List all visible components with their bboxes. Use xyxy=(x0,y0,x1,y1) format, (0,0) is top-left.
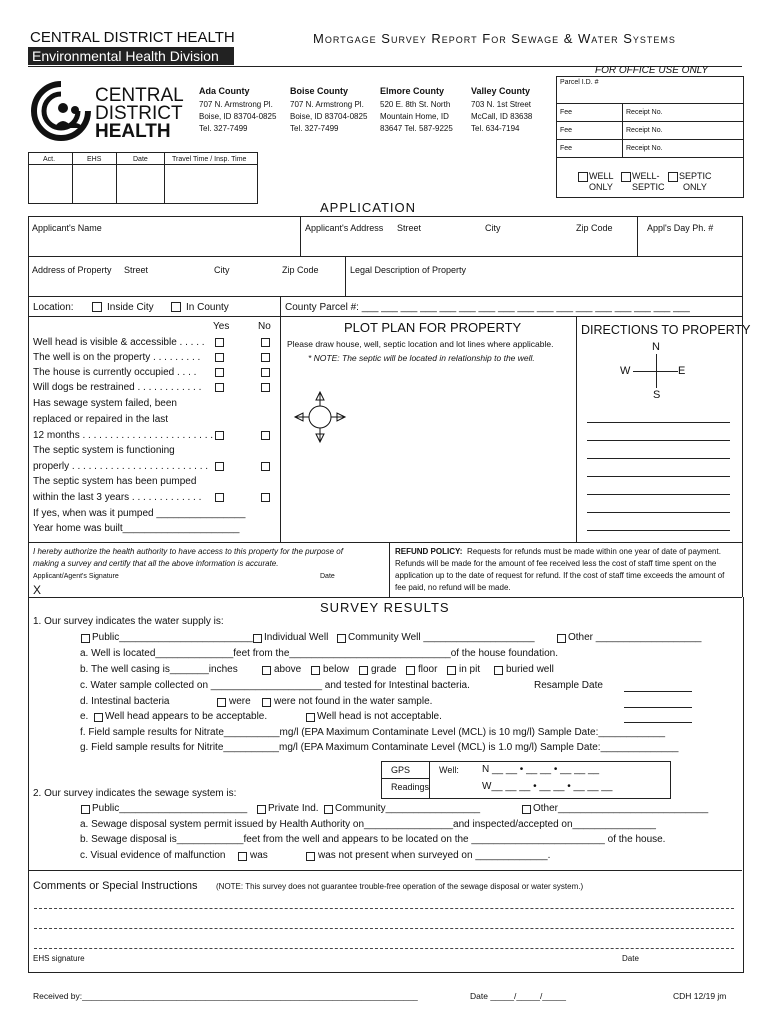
property-city-label: City xyxy=(214,265,230,275)
gps-north-field[interactable]: N __ __ • __ __ • __ __ __ xyxy=(482,764,600,775)
well-septic-checkbox[interactable] xyxy=(621,172,631,182)
signature-x-mark[interactable]: X xyxy=(33,583,42,597)
divider xyxy=(576,316,577,542)
question-well-property: The well is on the property . . . . . . . . . xyxy=(33,352,201,363)
no-checkbox[interactable] xyxy=(261,368,270,377)
office-address: 707 N. Armstrong Pl. xyxy=(290,100,364,109)
malfunction-was-label: was xyxy=(250,850,268,861)
question-pumped-2: within the last 3 years . . . . . . . . . . . . . xyxy=(33,492,202,503)
septic-only-checkbox[interactable] xyxy=(668,172,678,182)
refund-policy-label: REFUND POLICY: xyxy=(395,547,463,556)
divider xyxy=(587,458,730,459)
footer-date-field[interactable]: Date _____/_____/_____ xyxy=(470,991,566,1001)
question-functioning-1: The septic system is functioning xyxy=(33,445,175,456)
casing-grade-label: grade xyxy=(371,664,397,675)
well-only-label: WELL xyxy=(589,171,614,181)
divider xyxy=(345,256,346,296)
logo-text-central: CENTRAL xyxy=(95,85,184,106)
yes-checkbox[interactable] xyxy=(215,431,224,440)
plot-note: * NOTE: The septic will be located in relationship to the well. xyxy=(308,353,535,363)
well-head-acceptable-label: Well head appears to be acceptable. xyxy=(105,711,268,722)
casing-below-label: below xyxy=(323,664,350,675)
plot-instructions: Please draw house, well, septic location and lot lines where applicable. xyxy=(287,339,554,349)
divider xyxy=(116,152,117,203)
office-city: Boise, ID 83704-0825 xyxy=(290,112,368,121)
form-title: Mortgage Survey Report For Sewage & Water Systems xyxy=(313,31,676,46)
divider xyxy=(587,494,730,495)
fee-label: Fee xyxy=(560,145,573,152)
sewage-permit-line[interactable]: a. Sewage disposal system permit issued by Health Authority on________________and inspected/accepted on_______________ xyxy=(80,819,656,830)
property-address-label: Address of Property xyxy=(32,265,112,275)
office-use-title: FOR OFFICE USE ONLY xyxy=(595,65,708,76)
act-header: Act. xyxy=(43,156,56,163)
casing-pit-label: in pit xyxy=(459,664,481,675)
malfunction-label: c. Visual evidence of malfunction xyxy=(80,850,226,861)
east-label: E xyxy=(678,365,686,377)
divider xyxy=(587,530,730,531)
office-name: Elmore County xyxy=(380,86,445,96)
no-checkbox[interactable] xyxy=(261,431,270,440)
legal-desc-label: Legal Description of Property xyxy=(350,265,467,275)
well-location-line[interactable]: a. Well is located______________feet from the_____________________________of the house foundation. xyxy=(80,648,558,659)
logo-text-health: HEALTH xyxy=(95,121,171,142)
office-tel: Tel. 327-7499 xyxy=(199,124,248,133)
city-label: City xyxy=(485,223,501,233)
divider xyxy=(742,216,743,597)
division-banner xyxy=(28,47,234,65)
received-by-field[interactable]: Received by:_______________________________________________________________________ xyxy=(33,991,418,1001)
receipt-label: Receipt No. xyxy=(626,145,663,152)
in-county-checkbox[interactable] xyxy=(171,302,181,312)
cdh-logo-icon xyxy=(30,80,92,142)
zip-label: Zip Code xyxy=(576,223,613,233)
office-name: Boise County xyxy=(290,86,349,96)
office-address: 703 N. 1st Street xyxy=(471,100,532,109)
property-zip-label: Zip Code xyxy=(282,265,319,275)
ehs-signature-label: EHS signature xyxy=(33,954,85,963)
refund-text-4: fee paid, no refund will be made. xyxy=(395,583,511,592)
north-label: N xyxy=(652,341,660,353)
auth-date-label: Date xyxy=(320,573,335,580)
divider xyxy=(28,542,742,543)
signature-label: Applicant/Agent's Signature xyxy=(33,573,119,580)
well-only-checkbox[interactable] xyxy=(578,172,588,182)
divider xyxy=(300,216,301,256)
question-year-built[interactable]: Year home was built_____________________ xyxy=(33,523,240,534)
divider xyxy=(633,371,678,372)
buried-well-label: buried well xyxy=(506,664,554,675)
yes-checkbox[interactable] xyxy=(215,462,224,471)
parcel-id-label: Parcel I.D. # xyxy=(560,79,599,86)
divider xyxy=(556,103,743,104)
well-only-label-2: ONLY xyxy=(589,182,613,192)
ehs-date-label: Date xyxy=(622,954,639,963)
sewage-community-label: Community_________________ xyxy=(335,803,481,814)
yes-header: Yes xyxy=(213,321,230,332)
logo-text-district: DISTRICT xyxy=(95,103,183,124)
yes-checkbox[interactable] xyxy=(215,383,224,392)
water-community-label: Community Well ____________________ xyxy=(348,632,535,643)
water-sample-line[interactable]: c. Water sample collected on ____________________ and tested for Intestinal bacteria. xyxy=(80,680,470,691)
divider xyxy=(587,476,730,477)
date-header: Date xyxy=(133,156,148,163)
resample-date-label: Resample Date xyxy=(534,680,603,691)
divider xyxy=(587,440,730,441)
direction-compass-icon xyxy=(620,342,690,400)
question-when-pumped[interactable]: If yes, when was it pumped ________________ xyxy=(33,508,246,519)
divider xyxy=(622,103,623,157)
divider xyxy=(164,152,165,203)
no-checkbox[interactable] xyxy=(261,493,270,502)
yes-checkbox[interactable] xyxy=(215,493,224,502)
fee-label: Fee xyxy=(560,127,573,134)
phone-label: Appl's Day Ph. # xyxy=(647,223,714,233)
auth-text-2: making a survey and certify that all the above information is accurate. xyxy=(33,559,279,568)
directions-title: DIRECTIONS TO PROPERTY xyxy=(581,323,751,337)
yes-checkbox[interactable] xyxy=(215,338,224,347)
well-septic-label-2: SEPTIC xyxy=(632,182,665,192)
divider xyxy=(28,164,257,165)
org-title: CENTRAL DISTRICT HEALTH xyxy=(30,29,235,46)
well-head-not-acceptable-label: Well head is not acceptable. xyxy=(317,711,442,722)
south-label: S xyxy=(653,389,661,401)
refund-text-3: application up to the date of request for refund. If the cost of staff time exceeds the amount of xyxy=(395,571,725,580)
well-head-label: e. xyxy=(80,711,89,722)
divider xyxy=(280,316,281,542)
water-public-label: Public________________________ xyxy=(92,632,253,643)
application-title: APPLICATION xyxy=(320,200,417,215)
question-failed-2: replaced or repaired in the last xyxy=(33,414,169,425)
receipt-label: Receipt No. xyxy=(626,127,663,134)
compass-icon xyxy=(293,390,347,444)
divider xyxy=(389,542,390,597)
in-county-label: In County xyxy=(186,302,229,313)
yes-checkbox[interactable] xyxy=(215,368,224,377)
water-intro: 1. Our survey indicates the water supply is: xyxy=(33,616,224,627)
street-label: Street xyxy=(397,223,422,233)
form-code: CDH 12/19 jm xyxy=(673,991,727,1001)
travel-time-header: Travel Time / Insp. Time xyxy=(172,156,247,163)
divider xyxy=(72,152,73,203)
property-street-label: Street xyxy=(124,265,149,275)
office-name: Valley County xyxy=(471,86,531,96)
no-checkbox[interactable] xyxy=(261,462,270,471)
no-checkbox[interactable] xyxy=(261,338,270,347)
bacteria-not-label: were not found in the water sample. xyxy=(274,696,433,707)
office-tel: Tel. 327-7499 xyxy=(290,124,339,133)
auth-text-1: I hereby authorize the health authority to have access to this property for the purpose of xyxy=(33,547,343,556)
question-failed-1: Has sewage system failed, been xyxy=(33,398,177,409)
yes-checkbox[interactable] xyxy=(215,353,224,362)
well-casing-line[interactable]: b. The well casing is_______inches xyxy=(80,664,238,675)
sewage-private-label: Private Ind. xyxy=(268,803,319,814)
divider xyxy=(28,316,742,317)
question-dogs: Will dogs be restrained . . . . . . . . . . . . xyxy=(33,382,202,393)
sewage-public-label: Public_______________________ xyxy=(92,803,248,814)
gps-west-field[interactable]: W__ __ __ • __ __ • __ __ __ xyxy=(482,781,613,792)
office-tel: 83647 Tel. 587-9225 xyxy=(380,124,453,133)
nitrite-line[interactable]: g. Field sample results for Nitrite__________mg/l (EPA Maximum Contaminate Level (MCL) is 1.0 mg/l) Sample Date:______________ xyxy=(80,742,679,753)
well-septic-label: WELL- xyxy=(632,171,660,181)
inside-city-label: Inside City xyxy=(107,302,154,313)
location-label: Location: xyxy=(33,302,74,313)
gps-label: GPS xyxy=(391,765,411,775)
no-checkbox[interactable] xyxy=(261,383,270,392)
division-label: Environmental Health Division xyxy=(32,48,219,64)
divider xyxy=(556,139,743,140)
casing-above-label: above xyxy=(274,664,302,675)
question-well-head: Well head is visible & accessible . . . . . xyxy=(33,337,205,348)
office-name: Ada County xyxy=(199,86,250,96)
nitrate-line[interactable]: f. Field sample results for Nitrate__________mg/l (EPA Maximum Contaminate Level (MCL) is 10 mg/l) Sample Date:____________ xyxy=(80,727,666,738)
divider xyxy=(280,296,281,316)
office-city: Mountain Home, ID xyxy=(380,112,449,121)
bacteria-label: d. Intestinal bacteria xyxy=(80,696,170,707)
divider xyxy=(587,422,730,423)
refund-text-2: Refunds will be made for the amount of fee received less the cost of staff time spent on the xyxy=(395,559,717,568)
plot-plan-title: PLOT PLAN FOR PROPERTY xyxy=(344,320,522,335)
survey-results-title: SURVEY RESULTS xyxy=(320,600,450,615)
readings-label: Readings xyxy=(391,782,430,792)
office-city: Boise, ID 83704-0825 xyxy=(199,112,277,121)
survey-frame xyxy=(28,597,744,973)
inside-city-checkbox[interactable] xyxy=(92,302,102,312)
question-failed-3: 12 months . . . . . . . . . . . . . . . . . . . . . . . . xyxy=(33,430,214,441)
divider xyxy=(587,512,730,513)
gps-well-label: Well: xyxy=(439,765,459,775)
no-checkbox[interactable] xyxy=(261,353,270,362)
office-tel: Tel. 634-7194 xyxy=(471,124,520,133)
divider xyxy=(28,216,29,597)
question-pumped-1: The septic system has been pumped xyxy=(33,476,197,487)
water-other-label: Other ___________________ xyxy=(568,632,702,643)
no-header: No xyxy=(258,321,271,332)
divider xyxy=(637,216,638,256)
septic-only-label: SEPTIC xyxy=(679,171,712,181)
comments-title: Comments or Special Instructions xyxy=(33,880,198,892)
divider xyxy=(556,157,743,158)
divider xyxy=(28,296,742,297)
water-individual-label: Individual Well xyxy=(264,632,329,643)
sewage-intro: 2. Our survey indicates the sewage system is: xyxy=(33,788,237,799)
receipt-label: Receipt No. xyxy=(626,109,663,116)
divider xyxy=(556,121,743,122)
bacteria-were-label: were xyxy=(229,696,251,707)
refund-text-1: Requests for refunds must be made within one year of date of payment. xyxy=(467,547,721,556)
malfunction-not-label: was not present when surveyed on _____________. xyxy=(318,850,551,861)
office-address: 707 N. Armstrong Pl. xyxy=(199,100,273,109)
office-city: McCall, ID 83638 xyxy=(471,112,533,121)
fee-label: Fee xyxy=(560,109,573,116)
west-label: W xyxy=(620,365,631,377)
county-parcel-field[interactable]: County Parcel #: ___ ___ ___ ___ ___ ___ ___ ___ ___ ___ ___ ___ ___ ___ ___ ___ ___ xyxy=(285,302,690,313)
divider xyxy=(28,216,742,217)
casing-floor-label: floor xyxy=(418,664,438,675)
sewage-other-label: Other___________________________ xyxy=(533,803,709,814)
ehs-header: EHS xyxy=(87,156,102,163)
septic-only-label-2: ONLY xyxy=(683,182,707,192)
sewage-distance-line[interactable]: b. Sewage disposal is____________feet from the well and appears to be located on the ________________________ of the house. xyxy=(80,834,666,845)
question-occupied: The house is currently occupied . . . . xyxy=(33,367,197,378)
applicant-address-label: Applicant's Address xyxy=(305,223,384,233)
question-functioning-2: properly . . . . . . . . . . . . . . . . . . . . . . . . . xyxy=(33,461,209,472)
comments-note: (NOTE: This survey does not guarantee trouble-free operation of the sewage disposal or water system.) xyxy=(216,882,584,891)
office-address: 520 E. 8th St. North xyxy=(380,100,451,109)
divider xyxy=(28,256,742,257)
applicant-name-label: Applicant's Name xyxy=(32,223,102,233)
